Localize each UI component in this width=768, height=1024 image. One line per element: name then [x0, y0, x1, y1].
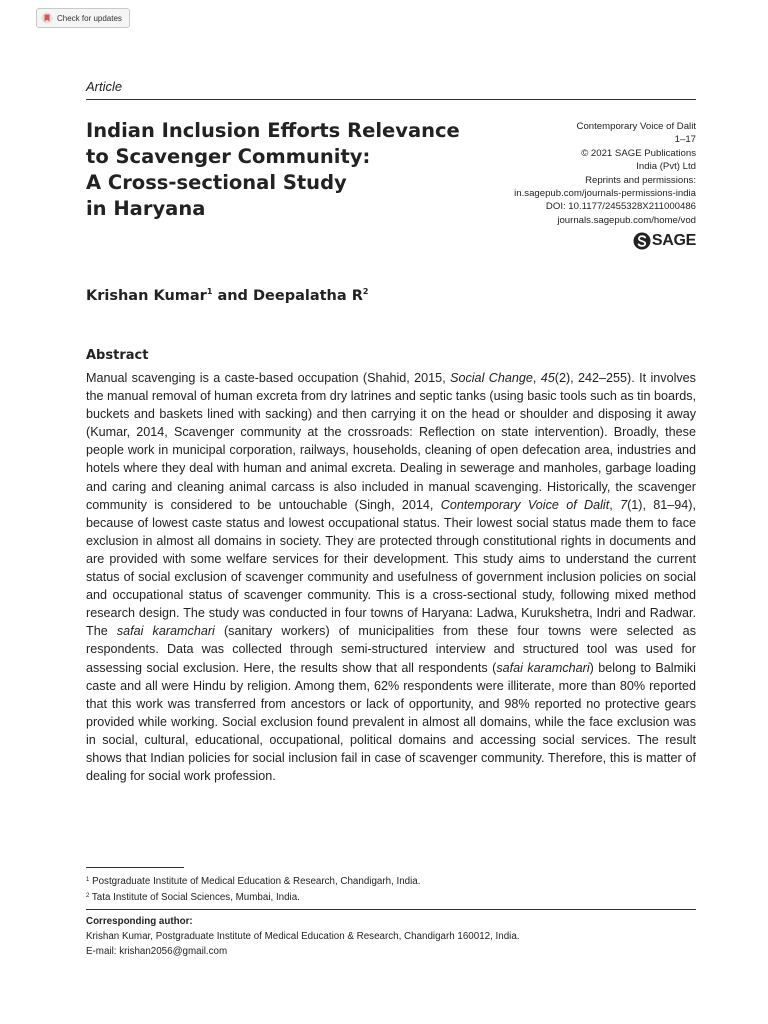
abstract-italic: 7	[620, 497, 628, 512]
abstract-italic: Social Change	[450, 371, 533, 385]
crossmark-icon	[41, 12, 53, 24]
abstract-segment: Manual scavenging is a caste-based occupation (Shahid, 2015,	[86, 371, 451, 385]
abstract-segment: ) belong to Balmiki caste and all were Hindu by religion. Among them, 62% respondents were illiterate, more than 80% reported that this work was transferred from ancestors or lack of opportunity, and 98% reported no protective gears provided while working. Social exclusion found prevalent in almost all domains, while the face exclusion was in social, cultural, educational, occupational, political domains and accessing social services. The result shows that Indian policies for social inclusion fail in case of scavenger community. Therefore, this is matter of dealing for social work profession.	[86, 660, 696, 784]
sage-logo-text: SAGE	[651, 232, 696, 249]
publisher-entity: India (Pvt) Ltd	[636, 161, 696, 173]
abstract-segment: (2), 242–255). It involves the manual removal of human excreta from dry latrines and septic tanks (using basic tools such as tin boards, buckets and baskets lined with sacking) and then carrying it on the head or shoulder and disposing it away (Kumar, 2014, Scavenger community at the crossroads: Reflection on state intervention). Broadly, these people work in municipal corporation, railways, households, cleaning of open defecation area, industries and hotels where they deal with human and animal excreta. Dealing in sewerage and manholes, garbage loading and caring and cleaning animal carcass is also included in manual scavenging. Historically, the scavenger community is considered to be untouchable (Singh, 2014,	[86, 371, 696, 512]
author-joiner: and	[212, 288, 253, 304]
check-for-updates-button[interactable]	[36, 8, 130, 28]
affiliation-mark: 1	[206, 287, 213, 296]
abstract-segment: (sanitary workers) of municipalities from these four towns were selected as respondents. Data was collected through semi-structured interview and structured tool was used for assessing social exclusion. Here, the results show that all respondents (	[86, 624, 696, 675]
abstract-segment: ,	[609, 497, 621, 512]
abstract-segment: ,	[532, 371, 541, 385]
title-line: in Haryana	[86, 197, 206, 220]
doi-link[interactable]: DOI: 10.1177/2455328X211000486	[545, 201, 696, 213]
title-line: A Cross-sectional Study	[86, 171, 347, 194]
author-list	[86, 287, 368, 304]
footnote-mark: 2	[86, 893, 90, 899]
title-line: to Scavenger Community:	[86, 145, 371, 168]
check-for-updates-label: Check for updates	[57, 13, 122, 23]
abstract-text	[86, 369, 696, 785]
permissions-link[interactable]: in.sagepub.com/journals-permissions-india	[514, 188, 696, 200]
affiliation-mark: 2	[362, 287, 369, 296]
footnotes	[86, 873, 420, 905]
corresponding-rule	[86, 909, 696, 910]
sage-s-icon	[633, 232, 651, 250]
title-line: Indian Inclusion Efforts Relevance	[86, 119, 460, 142]
article-title	[86, 118, 476, 222]
corresponding-email[interactable]: E-mail: krishan2056@gmail.com	[86, 946, 228, 957]
abstract-italic: safai karamchari	[496, 660, 590, 675]
abstract-italic: 45	[540, 371, 555, 385]
corresponding-author	[86, 914, 520, 959]
abstract-italic: safai karamchari	[116, 624, 215, 639]
reprints-label: Reprints and permissions:	[585, 174, 696, 186]
footnote-text: Tata Institute of Social Sciences, Mumbai, India.	[89, 892, 300, 903]
journal-name: Contemporary Voice of Dalit	[576, 121, 696, 132]
page-range: 1–17	[674, 134, 696, 146]
footnote-rule	[86, 867, 184, 868]
abstract-segment: (1), 81–94), because of lowest caste status and lowest occupational status. Their lowest social status made them to face exclusion in almost all domains in society. They are protected through constitutional rights in documents and are provided with some welfare services for their development. This study aims to understand the current status of social exclusion of scavenger community and usefulness of government inclusion policies on social and occupational status of scavenger community. This is a cross-sectional study, following mixed method research design. The study was conducted in four towns of Haryana: Ladwa, Kurukshetra, Indri and Radwar. The	[86, 497, 697, 639]
header-rule	[86, 99, 696, 100]
abstract-italic: Contemporary Voice of Dalit	[440, 497, 610, 512]
author-name: Krishan Kumar	[86, 288, 207, 304]
footnote-mark: 1	[86, 877, 90, 883]
article-type-label: Article	[86, 79, 123, 94]
footnote-item	[86, 889, 420, 905]
corresponding-address: Krishan Kumar, Postgraduate Institute of Medical Education & Research, Chandigarh 160012, India.	[86, 931, 520, 942]
footnote-text: Postgraduate Institute of Medical Education & Research, Chandigarh, India.	[89, 876, 421, 887]
copyright: © 2021 SAGE Publications	[581, 147, 696, 159]
journal-info	[514, 120, 696, 227]
footnote-item	[86, 873, 420, 889]
author-name: Deepalatha R	[253, 288, 363, 304]
publisher-logo	[633, 232, 696, 250]
corresponding-heading: Corresponding author:	[86, 916, 193, 927]
abstract-heading: Abstract	[86, 348, 149, 363]
journal-homepage-link[interactable]: journals.sagepub.com/home/vod	[557, 214, 696, 226]
